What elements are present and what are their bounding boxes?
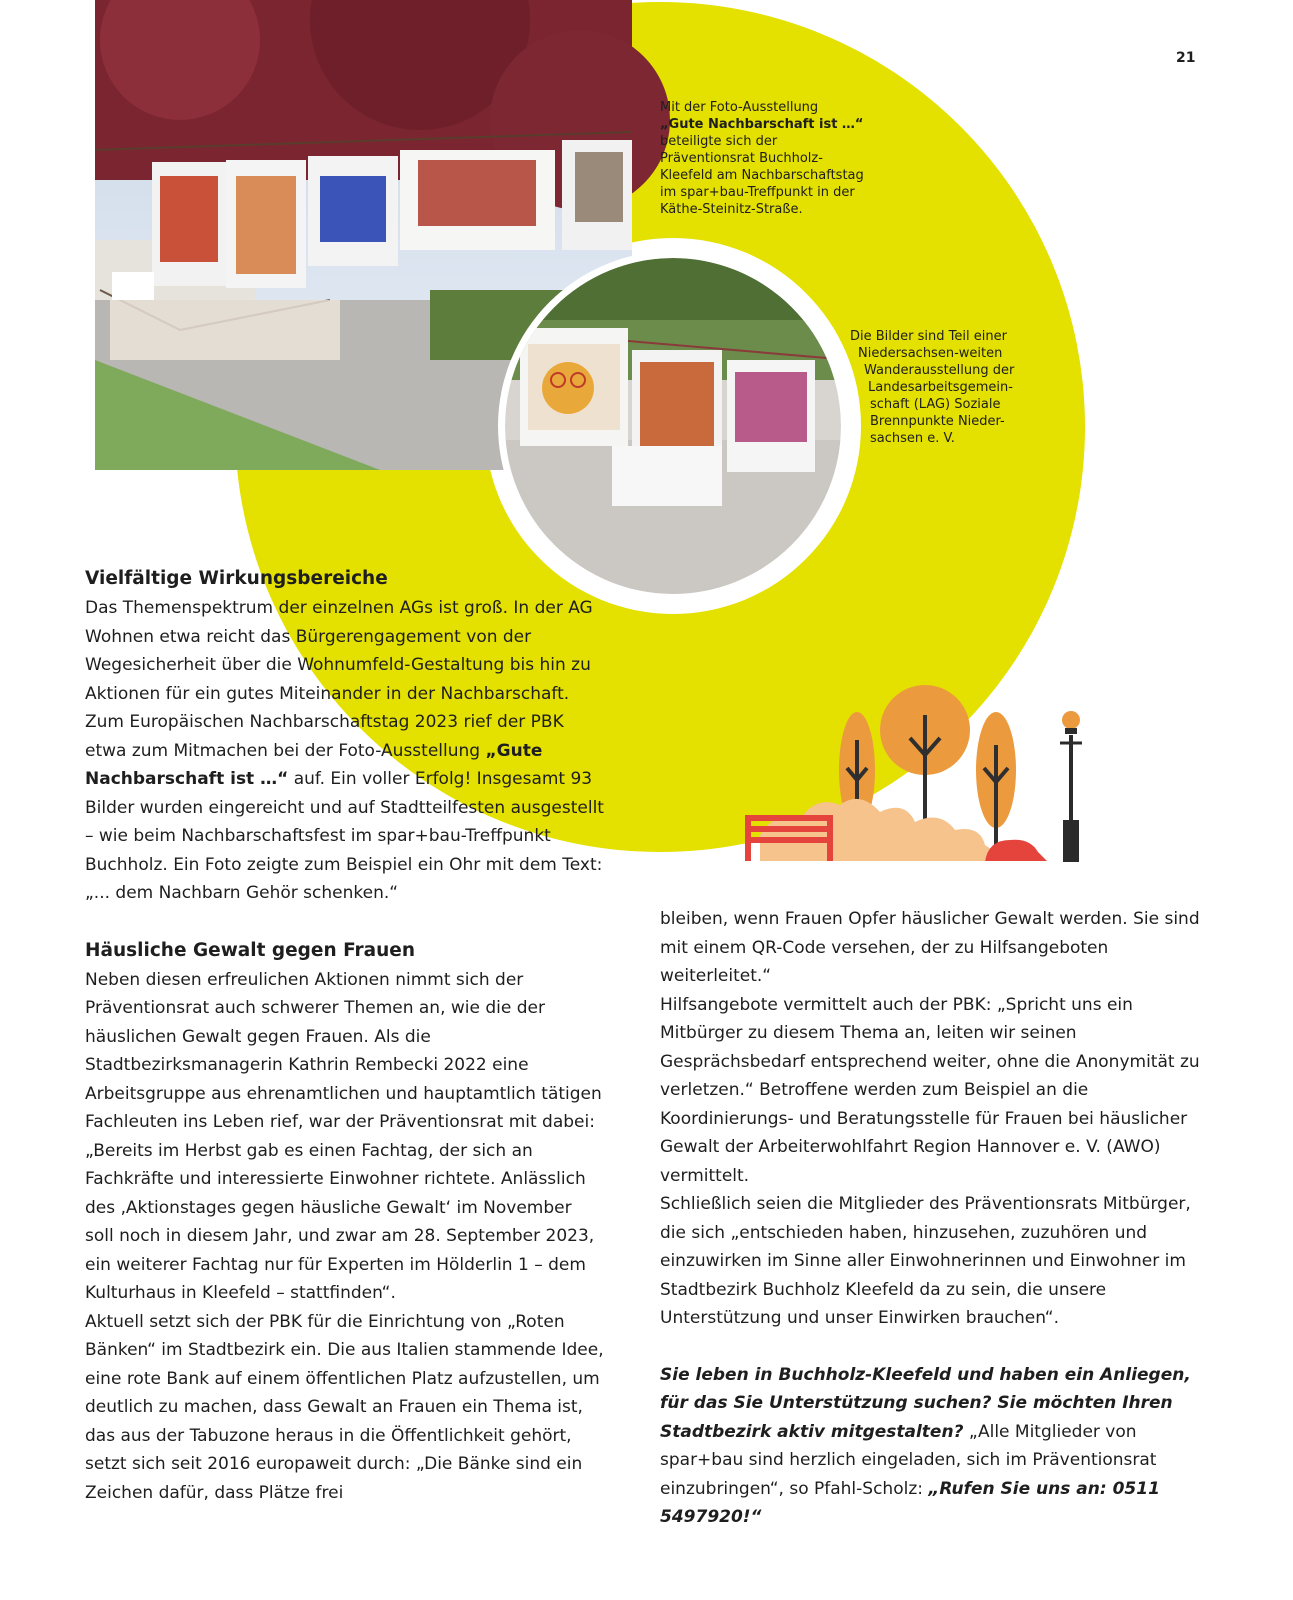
caption-2-line: Brennpunkte Nieder- <box>870 414 1005 429</box>
caption-2-line: Wanderausstellung der <box>864 363 1015 378</box>
article-column-left <box>85 564 605 1507</box>
paragraph-wirkungsbereiche <box>85 594 605 908</box>
caption-2-line: sachsen e. V. <box>870 431 955 446</box>
paragraph-right-2: Hilfsangebote vermittelt auch der PBK: „Spricht uns ein Mitbürger zu diesem Thema an, leiten wir seinen Gesprächsbedarf entsprechend weiter, ohne die Anonymität zu verletzen.“ Betroffene werden zum Beispiel an die Koordinierungs- und Beratungsstelle für Frauen bei häuslicher Gewalt der Arbeiterwohlfahrt Region Hannover e. V. (AWO) vermittelt. <box>660 994 1200 1186</box>
photo-caption-2 <box>850 328 1040 447</box>
caption-1-title: „Gute Nachbarschaft ist …“ <box>660 117 864 132</box>
paragraph-gewalt-2: Aktuell setzt sich der PBK für die Einrichtung von „Roten Bänken“ im Stadtbezirk ein. Die aus Italien stammende Idee, eine rote Bank auf einem öffentlichen Platz aufzustellen, um deutlich zu machen, dass Gewalt an Frauen ein Thema ist, das aus der Tabuzone heraus in die Öffentlichkeit gehört, setzt sich seit 2016 europaweit durch: „Die Bänke sind ein Zeichen dafür, dass Plätze frei <box>85 1311 604 1503</box>
photo-caption-1 <box>660 99 875 218</box>
closing-text: „Alle Mitglieder von spar+bau sind herzlich eingeladen, sich im Präventionsrat einzubringen“, so Pfahl-Scholz: <box>660 1421 1157 1499</box>
caption-2-line: Die Bilder sind Teil einer <box>850 329 1007 344</box>
page-number: 21 <box>1176 50 1196 66</box>
caption-2-line: Niedersachsen-weiten <box>858 346 1003 361</box>
section-heading-gewalt: Häusliche Gewalt gegen Frauen <box>85 939 416 961</box>
closing-paragraph <box>660 1361 1200 1532</box>
closing-question: Sie leben in Buchholz-Kleefeld und haben ein Anliegen, für das Sie Unterstützung suchen? Sie möchten Ihren Stadtbezirk aktiv mitgestalten? <box>660 1364 1191 1442</box>
caption-1-intro: Mit der Foto-Ausstellung <box>660 100 819 115</box>
caption-1-text: beteiligte sich der Präventionsrat Buchholz-Kleefeld am Nachbarschaftstag im spar+bau-Treffpunkt in der Käthe-Steinitz-Straße. <box>660 134 864 217</box>
caption-2-line: schaft (LAG) Soziale <box>870 397 1001 412</box>
paragraph-text: Das Themenspektrum der einzelnen AGs ist groß. In der AG Wohnen etwa reicht das Bürgerengagement von der Wegesicherheit über die Wohnumfeld-Gestaltung bis hin zu Aktionen für ein gutes Miteinander in der Nachbarschaft. Zum Europäischen Nachbarschaftstag 2023 rief der PBK etwa zum Mitmachen bei der Foto-Ausstellung <box>85 598 593 761</box>
paragraph-right-1: bleiben, wenn Frauen Opfer häuslicher Gewalt werden. Sie sind mit einem QR-Code versehen, der zu Hilfsangeboten weiterleitet.“ <box>660 909 1200 986</box>
exhibition-title: „Gute Nachbarschaft ist …“ <box>85 740 543 789</box>
paragraph-gewalt-1: Neben diesen erfreulichen Aktionen nimmt sich der Präventionsrat auch schwerer Themen an, wie die der häuslichen Gewalt gegen Frauen. Als die Stadtbezirksmanagerin Kathrin Rembecki 2022 eine Arbeitsgruppe aus ehrenamtlichen und hauptamtlich tätigen Fachleuten ins Leben rief, war der Präventionsrat mit dabei: „Bereits im Herbst gab es einen Fachtag, der sich an Fachkräfte und interessierte Einwohner richtete. Anlässlich des ‚Aktionstages gegen häusliche Gewalt‘ im November soll noch in diesem Jahr, und zwar am 28. September 2023, ein weiterer Fachtag nur für Experten im Hölderlin 1 – dem Kulturhaus in Kleefeld – stattfinden“. <box>85 969 602 1303</box>
paragraph-right-3: Schließlich seien die Mitglieder des Präventionsrats Mitbürger, die sich „entschieden haben, hinzusehen, zuzuhören und einzuwirken im Sinne aller Einwohnerinnen und Einwohner im Stadtbezirk Buchholz Kleefeld da zu sein, die unsere Unterstützung und unser Einwirken brauchen“. <box>660 1194 1191 1328</box>
paragraph-text: auf. Ein voller Erfolg! Insgesamt 93 Bilder wurden eingereicht und auf Stadtteilfesten ausgestellt – wie beim Nachbarschaftsfest im spar+bau-Treffpunkt Buchholz. Ein Foto zeigte zum Beispiel ein Ohr mit dem Text: „... dem Nachbarn Gehör schenken.“ <box>85 769 604 903</box>
phone-call-to-action: „Rufen Sie uns an: 0511 5497920!“ <box>660 1478 1160 1527</box>
caption-2-line: Landesarbeitsgemein- <box>868 380 1013 395</box>
article-column-right <box>660 905 1200 1532</box>
section-heading-wirkungsbereiche: Vielfältige Wirkungsbereiche <box>85 568 388 589</box>
